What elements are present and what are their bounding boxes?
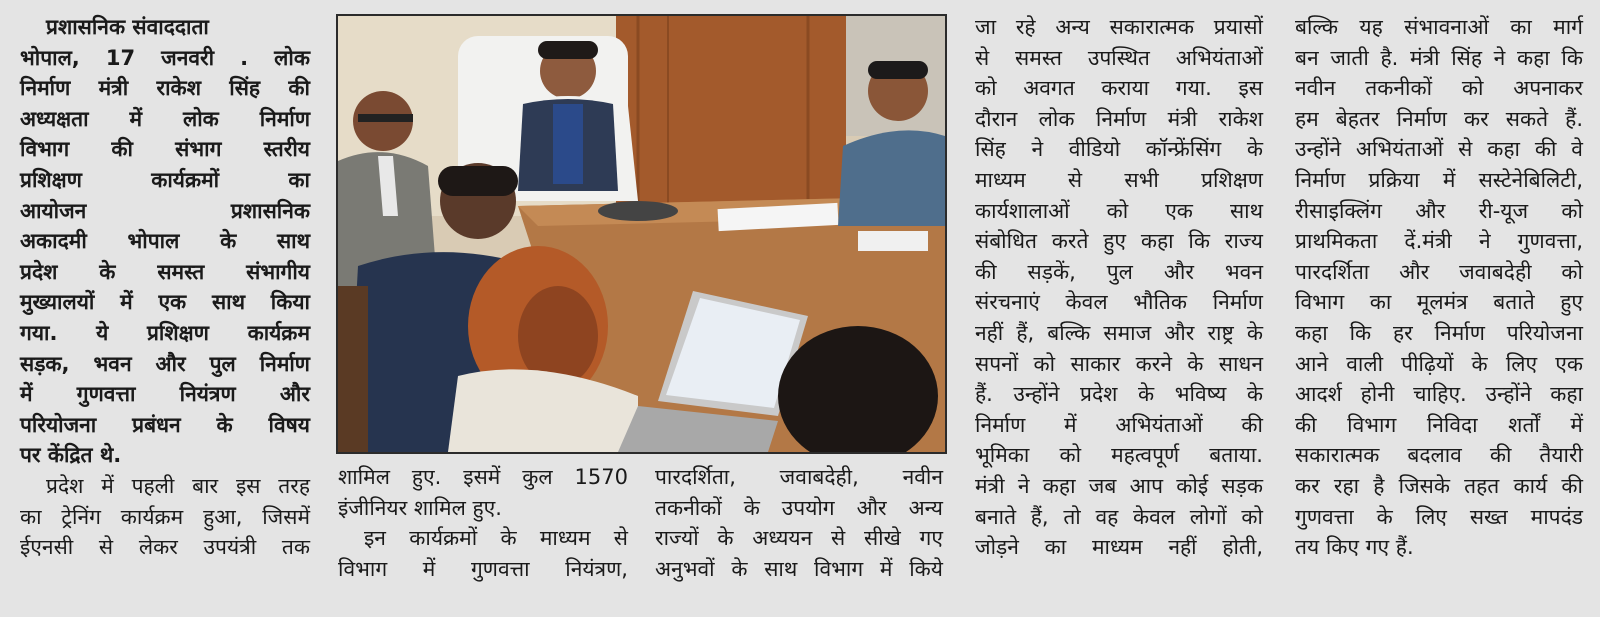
article-column-1 (20, 12, 310, 563)
body-line: मंत्री ने कहा जब आप कोई सड़क (975, 473, 1263, 498)
body-paragraph (20, 471, 310, 563)
body-line: रीसाइक्लिंग और री-यूज को (1295, 198, 1583, 223)
body-line: का ट्रेनिंग कार्यक्रम हुआ, जिसमें (20, 504, 310, 529)
body-line: प्रदेश में पहली बार इस तरह (46, 473, 310, 498)
article-column-4 (975, 12, 1263, 563)
body-line: कर रहा है जिसके तहत कार्य की (1295, 473, 1583, 498)
body-line: विभाग का मूलमंत्र बताते हुए (1295, 290, 1583, 315)
body-line: अनुभवों के साथ विभाग में किये (655, 556, 943, 581)
body-line: भूमिका को महत्वपूर्ण बताया. (975, 443, 1263, 468)
body-line: जोड़ने का माध्यम नहीं होती, (975, 535, 1263, 560)
lead-line: अध्यक्षता में लोक निर्माण (20, 106, 310, 131)
body-line: तकनीकों के उपयोग और अन्य (655, 495, 943, 520)
body-line: को अवगत कराया गया. इस (975, 76, 1263, 101)
lead-line: मुख्यालयों में एक साथ किया (20, 290, 310, 315)
lead-line: परियोजना प्रबंधन के विषय (20, 412, 310, 437)
body-line: तय किए गए हैं. (1295, 535, 1414, 560)
body-line: इन कार्यक्रमों के माध्यम से (364, 526, 628, 551)
body-line: हैं. उन्होंने प्रदेश के भविष्य के (975, 382, 1263, 407)
body-line: बन जाती है. मंत्री सिंह ने कहा कि (1295, 45, 1583, 70)
body-line: कार्यशालाओं को एक साथ (975, 198, 1263, 223)
body-line: सिंह ने वीडियो कॉन्फ्रेंसिंग के (975, 137, 1263, 162)
lead-line: पर केंद्रित थे. (20, 443, 122, 468)
body-line: बनाते हैं, तो वह केवल लोगों को (975, 504, 1263, 529)
body-line: उन्होंने अभियंताओं से कहा की वे (1295, 137, 1583, 162)
body-line: सकारात्मक बदलाव की तैयारी (1295, 443, 1583, 468)
article-column-2 (338, 462, 628, 584)
body-line: विभाग में गुणवत्ता नियंत्रण, (338, 556, 628, 581)
body-line: आदर्श होनी चाहिए. उन्होंने कहा (1295, 382, 1583, 407)
lead-line: निर्माण मंत्री राकेश सिंह की (20, 76, 310, 101)
lead-line: विभाग की संभाग स्तरीय (20, 137, 310, 162)
body-line: पारदर्शिता और जवाबदेही को (1295, 259, 1583, 284)
body-line: पारदर्शिता, जवाबदेही, नवीन (655, 465, 943, 489)
body-line: संरचनाएं केवल भौतिक निर्माण (975, 290, 1263, 315)
body-line: आने वाली पीढ़ियों के लिए एक (1295, 351, 1583, 376)
body-line: प्राथमिकता दें.मंत्री ने गुणवत्ता, (1295, 229, 1583, 254)
meeting-photo (336, 14, 947, 454)
body-line: हम बेहतर निर्माण कर सकते हैं. (1295, 106, 1583, 131)
lead-paragraph (20, 43, 310, 471)
lead-line: अकादमी भोपाल के साथ (20, 229, 310, 254)
body-line: की विभाग निविदा शर्तों में (1295, 412, 1583, 437)
body-line: नवीन तकनीकों को अपनाकर (1295, 76, 1583, 101)
byline: प्रशासनिक संवाददाता (46, 15, 209, 39)
body-line: दौरान लोक निर्माण मंत्री राकेश (975, 106, 1263, 131)
body-line: संबोधित करते हुए कहा कि राज्य (975, 229, 1263, 254)
lead-line: प्रशिक्षण कार्यक्रमों का (20, 167, 310, 192)
body-line: नहीं हैं, बल्कि समाज और राष्ट्र के (975, 320, 1263, 345)
article-column-3 (655, 462, 943, 584)
body-line: से समस्त उपस्थित अभियंताओं (975, 45, 1263, 70)
body-line: की सड़कें, पुल और भवन (975, 259, 1263, 284)
body-line: ईएनसी से लेकर उपयंत्री तक (20, 535, 310, 560)
body-line: जा रहे अन्य सकारात्मक प्रयासों (975, 15, 1263, 39)
lead-line: सड़क, भवन और पुल निर्माण (20, 351, 310, 376)
article-column-5 (1295, 12, 1583, 563)
body-line: निर्माण में अभियंताओं की (975, 412, 1263, 437)
lead-line: प्रदेश के समस्त संभागीय (20, 259, 310, 284)
lead-line: गया. ये प्रशिक्षण कार्यक्रम (20, 320, 310, 345)
body-line: इंजीनियर शामिल हुए. (338, 495, 502, 520)
body-line: बल्कि यह संभावनाओं का मार्ग (1295, 15, 1583, 39)
body-line: राज्यों के अध्ययन से सीखे गए (655, 526, 943, 551)
lead-line: आयोजन प्रशासनिक (20, 198, 310, 223)
body-line: माध्यम से सभी प्रशिक्षण (975, 167, 1263, 192)
body-line: सपनों को साकार करने के साधन (975, 351, 1263, 376)
body-line: कहा कि हर निर्माण परियोजना (1295, 320, 1583, 345)
lead-line: भोपाल, 17 जनवरी . लोक (20, 45, 310, 70)
body-line: शामिल हुए. इसमें कुल 1570 (338, 465, 628, 489)
body-line: गुणवत्ता के लिए सख्त मापदंड (1295, 504, 1583, 529)
body-line: निर्माण प्रक्रिया में सस्टेनेबिलिटी, (1295, 167, 1583, 192)
lead-line: में गुणवत्ता नियंत्रण और (20, 382, 310, 407)
